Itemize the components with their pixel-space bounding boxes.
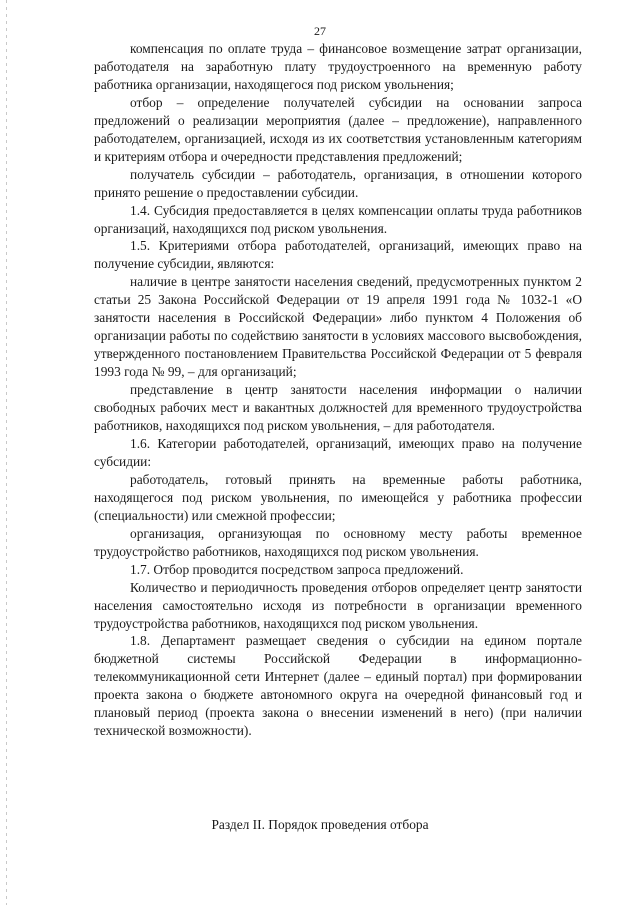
page-number: 27 <box>314 24 326 38</box>
paragraph-definition-compensation: компенсация по оплате труда – финансовое возмещение затрат организации, работодателя на заработную плату трудоустроенного на временную работу работника организации, находящегося под риском увольнения; <box>94 41 582 92</box>
paragraph-selection-frequency: Количество и периодичность проведения отборов определяет центр занятости населения самостоятельно исходя из потребности в организации временного трудоустройства работников, находящихся под риском увольнения. <box>94 579 582 631</box>
document-body <box>94 40 582 740</box>
scan-edge <box>6 0 7 905</box>
paragraph-1-6: 1.6. Категории работодателей, организаций, имеющих право на получение субсидии: <box>94 435 582 469</box>
paragraph-1-5: 1.5. Критериями отбора работодателей, организаций, имеющих право на получение субсидии, являются: <box>94 238 582 272</box>
paragraph-definition-selection: отбор – определение получателей субсидии на основании запроса предложений о реализации мероприятия (далее – предложение), направленного работодателем, организацией, исходя из их соответствия установленным категориям и критериям отбора и очередности представления предложений; <box>94 94 582 164</box>
paragraph-category-employer: работодатель, готовый принять на временные работы работника, находящегося под риском увольнения, по имеющейся у работника профессии (специальности) или смежной профессии; <box>94 471 582 523</box>
paragraph-category-organization: организация, организующая по основному месту работы временное трудоустройство работников, находящихся под риском увольнения. <box>94 525 582 559</box>
paragraph-1-4: 1.4. Субсидия предоставляется в целях компенсации оплаты труда работников организаций, находящихся под риском увольнения. <box>94 202 582 236</box>
paragraph-criteria-info: наличие в центре занятости населения сведений, предусмотренных пунктом 2 статьи 25 Закона Российской Федерации от 19 апреля 1991 года № 1032-1 «О занятости населения в Российской Федерации» либо пунктом 4 Положения об организации работы по содействию занятости в условиях массового высвобождения, утвержденного постановлением Правительства Российской Федерации от 5 февраля 1993 года № 99, – для организаций; <box>94 274 582 380</box>
section-heading: Раздел II. Порядок проведения отбора <box>211 817 429 832</box>
paragraph-1-7: 1.7. Отбор проводится посредством запроса предложений. <box>130 561 464 577</box>
paragraph-1-8: 1.8. Департамент размещает сведения о субсидии на едином портале бюджетной системы Российской Федерации в информационно-телекоммуникационной сети Интернет (далее – единый портал) при формировании проекта закона о бюджете автономного округа на очередной финансовый год и плановый период (проекта закона о внесении изменений в него) (при наличии технической возможности). <box>94 633 582 739</box>
paragraph-definition-recipient: получатель субсидии – работодатель, организация, в отношении которого принято решение о предоставлении субсидии. <box>94 166 582 200</box>
paragraph-criteria-vacancies: представление в центр занятости населения информации о наличии свободных рабочих мест и вакантных должностей для временного трудоустройства работников, находящихся под риском увольнения, – для работодателя. <box>94 382 582 434</box>
